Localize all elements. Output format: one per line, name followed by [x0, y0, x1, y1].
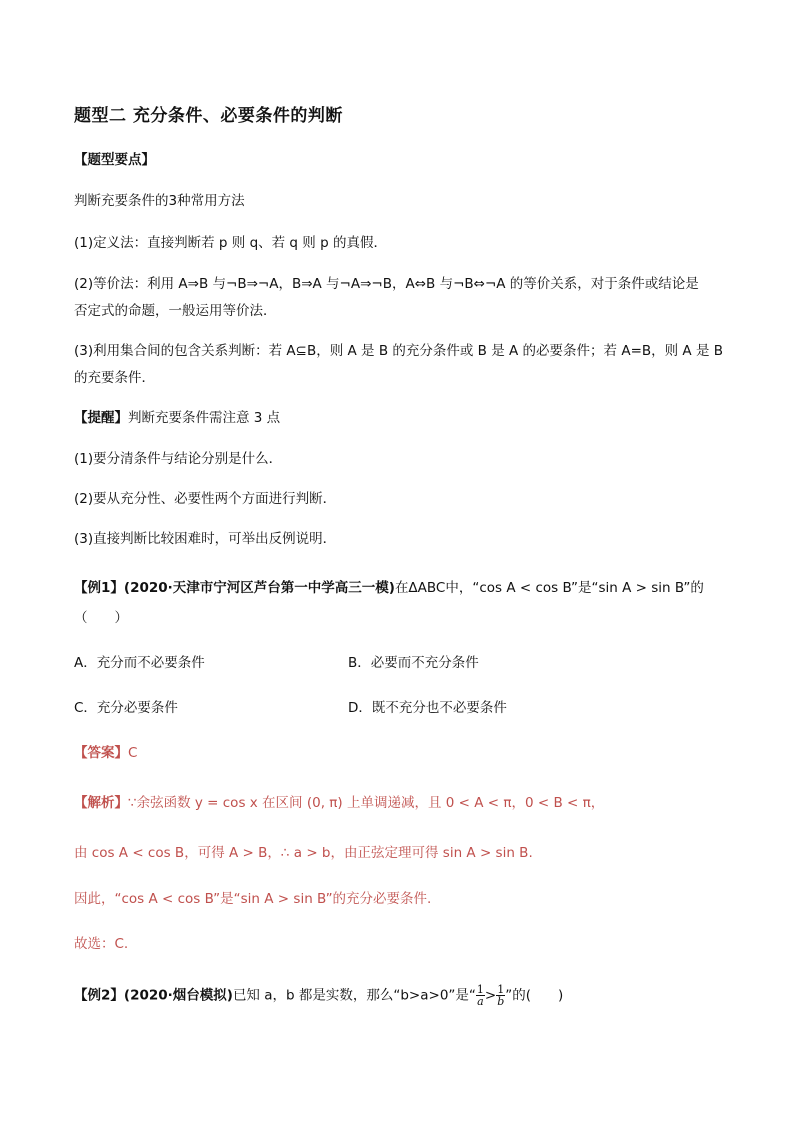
option-b: B．必要而不充分条件 [348, 655, 479, 671]
fraction-1-over-b [496, 984, 505, 1007]
method-3-line-1: (3)利用集合间的包含关系判断：若 A⊆B，则 A 是 B 的充分条件或 B 是 A 的必要条件；若 A=B，则 A 是 B [74, 343, 724, 359]
fraction-1-denominator: a [477, 995, 484, 1008]
example-1-label: 【例1】(2020·天津市宁河区芦台第一中学高三一模) [74, 580, 395, 596]
section-heading: 【题型要点】 [74, 152, 155, 168]
reminder-label: 【提醒】 [74, 410, 128, 426]
greater-than-sign: > [484, 987, 497, 1004]
example-2-text-pre: 已知 a，b 都是实数，那么“b>a>0”是“ [232, 987, 476, 1004]
section-title: 题型二 充分条件、必要条件的判断 [74, 106, 343, 126]
option-c: C．充分必要条件 [74, 700, 178, 716]
answer-value: C [128, 745, 138, 761]
fraction-1-numerator: 1 [476, 983, 484, 996]
example-1-text: 在ΔABC中，“cos A < cos B”是“sin A > sin B”的 [394, 580, 704, 596]
reminder-3: (3)直接判断比较困难时，可举出反例说明． [74, 531, 337, 547]
analysis-line-1 [74, 793, 604, 813]
methods-intro: 判断充要条件的3种常用方法 [74, 193, 245, 209]
example-2-label: 【例2】(2020·烟台模拟) [74, 987, 233, 1004]
reminder [74, 408, 280, 428]
analysis-line-2: 由 cos A < cos B，可得 A > B，∴ a > b，由正弦定理可得 sin A > sin B. [74, 845, 533, 861]
option-d: D．既不充分也不必要条件 [348, 700, 507, 716]
option-a: A．充分而不必要条件 [74, 655, 205, 671]
reminder-text: 判断充要条件需注意 3 点 [128, 410, 281, 426]
analysis-text-1: ∵余弦函数 y = cos x 在区间 (0, π) 上单调递减，且 0 < A < π，0 < B < π， [128, 795, 605, 811]
example-1-question [74, 578, 704, 598]
fraction-2-denominator: b [497, 995, 505, 1008]
example-1-blank: （ ） [74, 610, 128, 626]
analysis-label: 【解析】 [74, 795, 128, 811]
answer-label: 【答案】 [74, 745, 128, 761]
example-2-text-post: ”的( ) [505, 987, 564, 1004]
method-2-line-2: 否定式的命题，一般运用等价法． [74, 303, 277, 319]
method-3-line-2: 的充要条件． [74, 370, 155, 386]
reminder-2: (2)要从充分性、必要性两个方面进行判断． [74, 491, 337, 507]
fraction-1-over-a [476, 984, 485, 1007]
method-2-line-1: (2)等价法：利用 A⇒B 与¬B⇒¬A，B⇒A 与¬A⇒¬B，A⇔B 与¬B⇔¬A 的等价关系，对于条件或结论是 [74, 276, 699, 292]
example-2-question [74, 984, 563, 1007]
analysis-line-3: 因此，“cos A < cos B”是“sin A > sin B”的充分必要条件. [74, 891, 432, 907]
method-1: (1)定义法：直接判断若 p 则 q、若 q 则 p 的真假． [74, 235, 387, 251]
fraction-2-numerator: 1 [497, 983, 505, 996]
analysis-conclusion: 故选：C. [74, 936, 129, 952]
example-1-answer [74, 743, 137, 763]
reminder-1: (1)要分清条件与结论分别是什么． [74, 451, 283, 467]
